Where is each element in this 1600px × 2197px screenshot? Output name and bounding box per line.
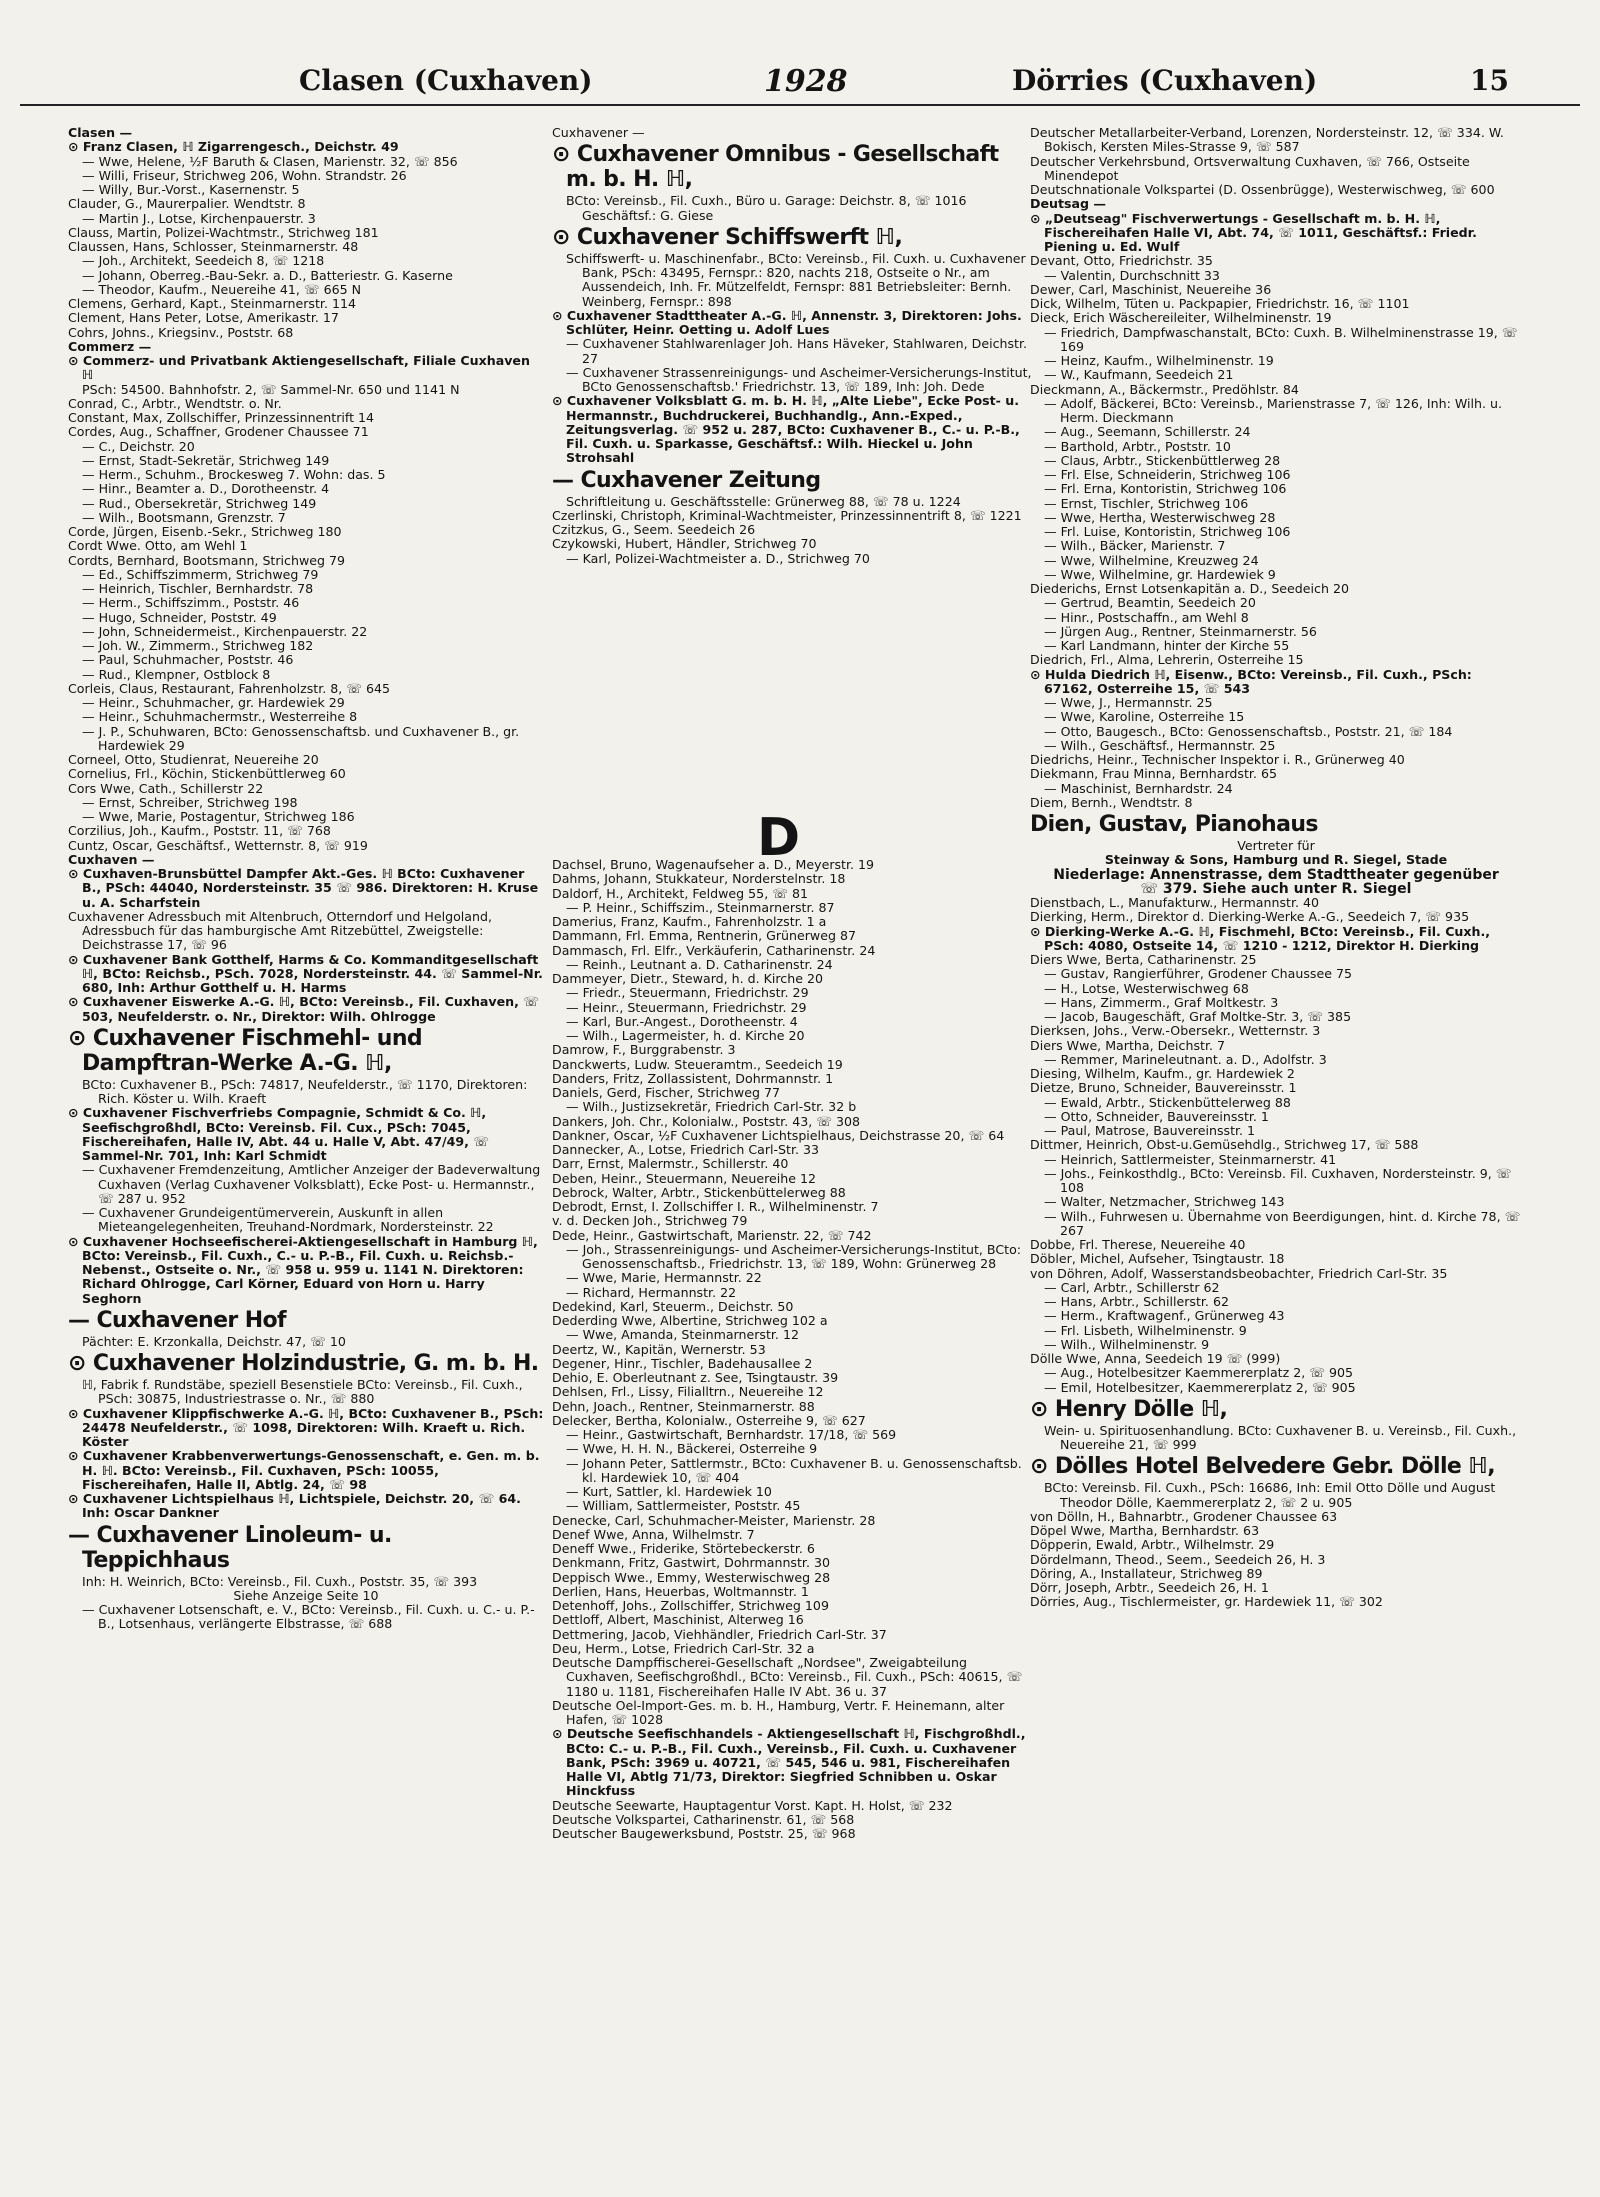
directory-entry: Diekmann, Frau Minna, Bernhardstr. 65 [1030, 766, 1277, 782]
directory-entry: Niederlage: Annenstrasse, dem Stadttheater gegenüber [1053, 866, 1499, 883]
directory-entry: — Cuxhavener Zeitung [552, 467, 821, 493]
directory-entry: Dahms, Johann, Stukkateur, Norderstelnstr. 18 [552, 871, 846, 887]
directory-entry: Constant, Max, Zollschiffer, Prinzessinnentrift 14 [68, 410, 375, 425]
directory-entry: — Cuxhavener Grundeigentümerverein, Auskunft in allen Mieteangelegenheiten, Treuhand-Nordmark, Nordersteinstr. 22 [82, 1205, 494, 1235]
directory-entry: ⊙ Cuxhavener Bank Gotthelf, Harms & Co. Kommanditgesellschaft ℍ, BCto: Reichsb., PSch. 7028, Nordersteinstr. 44. ☏ Sammel-Nr. 680, Inh: Arthur Gotthelf u. H. Harms [68, 951, 543, 995]
directory-entry: Damerius, Franz, Kaufm., Fahrenholzstr. 1 a [552, 914, 827, 929]
directory-entry: Corde, Jürgen, Eisenb.-Sekr., Strichweg 180 [68, 524, 342, 539]
directory-entry: Clasen — [68, 126, 133, 140]
directory-entry: ⊙ „Deutseag" Fischverwertungs - Gesellschaft m. b. H. ℍ, Fischereihafen Halle VI, Abt. 74, ☏ 1011, Geschäftsf.: Friedr. Piening u. Ed. Wulf [1030, 210, 1477, 254]
directory-entry: Dankner, Oscar, ½F Cuxhavener Lichtspielhaus, Deichstrasse 20, ☏ 64 [552, 1127, 1005, 1143]
directory-entry: Deutschnationale Volkspartei (D. Ossenbrügge), Westerwischweg, ☏ 600 [1030, 182, 1495, 197]
directory-entry: Diem, Bernh., Wendtstr. 8 [1030, 794, 1193, 810]
directory-entry: — P. Heinr., Schiffszim., Steinmarnerstr. 87 [566, 899, 835, 915]
directory-entry: Cordt Wwe. Otto, am Wehl 1 [68, 538, 248, 554]
directory-entry: BCto: Vereinsb., Fil. Cuxh., Büro u. Garage: Deichstr. 8, ☏ 1016 Geschäftsf.: G. Giese [566, 193, 967, 223]
directory-entry: — Joh., Strassenreinigungs- und Ascheimer-Versicherungs-Institut, BCto: Genossenschaftsb., Friedrichstr. 13, ☏ 189, Wohn: Grünerweg 28 [566, 1241, 1022, 1271]
directory-entry: — Valentin, Durchschnitt 33 [1044, 267, 1220, 283]
directory-entry: ⊙ Cuxhavener Krabbenverwertungs-Genossenschaft, e. Gen. m. b. H. ℍ. BCto: Vereinsb., Fil. Cuxhaven, PSch: 10055, Fischereihafen, Halle II, Abtlg. 24, ☏ 98 [68, 1448, 540, 1492]
directory-entry: Dobbe, Frl. Therese, Neuereihe 40 [1030, 1237, 1246, 1252]
directory-entry: ⊙ Cuxhavener Schiffswerft ℍ, [552, 224, 903, 250]
directory-entry: — H., Lotse, Westerwischweg 68 [1044, 980, 1249, 996]
directory-entry: — Ernst, Schreiber, Strichweg 198 [82, 794, 298, 810]
directory-entry: — Kurt, Sattler, kl. Hardewiek 10 [566, 1484, 772, 1499]
directory-entry: Döpperin, Ewald, Arbtr., Wilhelmstr. 29 [1030, 1537, 1275, 1553]
directory-entry: — Theodor, Kaufm., Neuereihe 41, ☏ 665 N [82, 281, 362, 297]
directory-entry: — Carl, Arbtr., Schillerstr 62 [1044, 1279, 1220, 1295]
directory-entry: ⊙ Cuxhavener Volksblatt G. m. b. H. ℍ, „Alte Liebe", Ecke Post- u. Hermannstr., Buchdruckerei, Buchhandlg., Ann.-Exped., Zeitungsverlag. ☏ 952 u. 287, BCto: Cuxhavener B., C.- u. P.-B., Fil. Cuxh. u. Sparkasse, Geschäftsf.: Wilh. Hieckel u. John Strohsahl [552, 393, 1020, 466]
directory-entry: Diederichs, Ernst Lotsenkapitän a. D., Seedeich 20 [1030, 581, 1349, 596]
directory-entry: Detenhoff, Johs., Zollschiffer, Strichweg 109 [552, 1598, 829, 1613]
directory-entry: Dettmering, Jacob, Viehhändler, Friedrich Carl-Str. 37 [552, 1626, 887, 1642]
directory-entry: — Ernst, Tischler, Strichweg 106 [1044, 495, 1249, 511]
directory-entry: Darr, Ernst, Malermstr., Schillerstr. 40 [552, 1156, 789, 1172]
directory-entry: ⊙ Cuxhavener Omnibus - Gesellschaft m. b. H. ℍ, [552, 142, 999, 193]
directory-entry: — Wilh., Fuhrwesen u. Übernahme von Beerdigungen, hint. d. Kirche 78, ☏ 267 [1044, 1208, 1521, 1238]
directory-entry: — Wwe, Amanda, Steinmarnerstr. 12 [566, 1327, 799, 1343]
directory-entry: — Richard, Hermannstr. 22 [566, 1284, 737, 1300]
directory-entry: Deutscher Metallarbeiter-Verband, Lorenzen, Nordersteinstr. 12, ☏ 334. W. Bokisch, Kersten Miles-Strasse 9, ☏ 587 [1030, 126, 1504, 155]
directory-entry: Dick, Wilhelm, Tüten u. Packpapier, Friedrichstr. 16, ☏ 1101 [1030, 296, 1410, 311]
directory-entry: ⊙ Cuxhavener Stadttheater A.-G. ℍ, Annenstr. 3, Direktoren: Johs. Schlüter, Heinr. Oetting u. Adolf Lues [552, 307, 1022, 337]
directory-entry: — Karl, Polizei-Wachtmeister a. D., Strichweg 70 [566, 550, 870, 566]
directory-entry: — W., Kaufmann, Seedeich 21 [1044, 367, 1234, 383]
directory-entry: — John, Schneidermeist., Kirchenpauerstr. 22 [82, 623, 368, 639]
directory-entry: Steinway & Sons, Hamburg und R. Siegel, Stade [1104, 852, 1448, 868]
directory-entry: Denecke, Carl, Schuhmacher-Meister, Marienstr. 28 [552, 1512, 876, 1528]
header-right-title: Dörries (Cuxhaven) [1012, 64, 1318, 97]
directory-entry: Deu, Herm., Lotse, Friedrich Carl-Str. 32 a [552, 1640, 815, 1656]
directory-entry: Dördelmann, Theod., Seem., Seedeich 26, H. 3 [1030, 1551, 1326, 1567]
directory-entry: — Otto, Schneider, Bauvereinsstr. 1 [1044, 1108, 1269, 1124]
directory-entry: Clement, Hans Peter, Lotse, Amerikastr. 17 [68, 310, 339, 326]
directory-entry: — Herm., Schuhm., Brockesweg 7. Wohn: das. 5 [82, 467, 386, 482]
directory-entry: Commerz — [68, 338, 152, 354]
directory-entry: Cornelius, Frl., Köchin, Stickenbüttlerweg 60 [68, 766, 346, 782]
directory-entry: — Heinr., Schuhmachermstr., Westerreihe 8 [82, 709, 358, 725]
directory-entry: Dieckmann, A., Bäckermstr., Predöhlstr. 84 [1030, 381, 1299, 397]
directory-entry: — Heinrich, Tischler, Bernhardstr. 78 [82, 581, 314, 596]
directory-entry: — Wwe, H. H. N., Bäckerei, Osterreihe 9 [566, 1441, 818, 1457]
directory-entry: — Johann, Oberreg.-Bau-Sekr. a. D., Batteriestr. G. Kaserne [82, 267, 453, 283]
directory-entry: ⊙ Deutsche Seefischhandels - Aktiengesellschaft ℍ, Fischgroßhdl., BCto: C.- u. P.-B., Fil. Cuxh., Vereinsb., Fil. Cuxh. u. Cuxhavener Bank, PSch: 3969 u. 40721, ☏ 545, 546 u. 981, Fischereihafen Halle VI, Abtlg 71/73, Direktor: Siegfried Schnibben u. Oskar Hinckfuss [552, 1726, 1026, 1799]
directory-entry: — Jürgen Aug., Rentner, Steinmarnerstr. 56 [1044, 623, 1317, 639]
directory-entry: Dien, Gustav, Pianohaus [1030, 812, 1318, 837]
directory-entry: — Hans, Arbtr., Schillerstr. 62 [1044, 1294, 1229, 1309]
directory-entry: Cordts, Bernhard, Bootsmann, Strichweg 79 [68, 552, 346, 568]
directory-entry: Derlien, Hans, Heuerbas, Woltmannstr. 1 [552, 1583, 809, 1599]
directory-entry: Cuxhavener Adressbuch mit Altenbruch, Otterndorf und Helgoland, Adressbuch für das hamburgische Amt Ritzebüttel, Zweigstelle: Deichstrasse 17, ☏ 96 [68, 908, 492, 953]
directory-entry: Deutsche Seewarte, Hauptagentur Vorst. Kapt. H. Holst, ☏ 232 [552, 1797, 953, 1813]
directory-entry: Conrad, C., Arbtr., Wendtstr. o. Nr. [68, 395, 282, 411]
directory-entry: — Johs., Feinkosthdlg., BCto: Vereinsb. Fil. Cuxhaven, Nordersteinstr. 9, ☏ 108 [1044, 1165, 1512, 1195]
directory-entry: ⊙ Hulda Diedrich ℍ, Eisenw., BCto: Vereinsb., Fil. Cuxh., PSch: 67162, Osterreihe 15, ☏ 543 [1030, 666, 1472, 696]
directory-entry: ⊙ Cuxhavener Lichtspielhaus ℍ, Lichtspiele, Deichstr. 20, ☏ 64. Inh: Oscar Dankner [68, 1491, 521, 1521]
directory-entry: Döring, A., Installateur, Strichweg 89 [1030, 1565, 1263, 1581]
directory-entry: Dierking, Herm., Direktor d. Dierking-Werke A.-G., Seedeich 7, ☏ 935 [1030, 909, 1470, 925]
directory-entry: — Heinr., Gastwirtschaft, Bernhardstr. 17/18, ☏ 569 [566, 1427, 897, 1442]
directory-entry: Dieck, Erich Wäschereileiter, Wilhelminenstr. 19 [1030, 310, 1332, 326]
directory-entry: Vertreter für [1237, 838, 1315, 853]
directory-entry: — Hugo, Schneider, Poststr. 49 [82, 609, 277, 625]
directory-entry: — Friedrich, Dampfwaschanstalt, BCto: Cuxh. B. Wilhelminenstrasse 19, ☏ 169 [1044, 324, 1518, 354]
directory-entry: — Cuxhavener Stahlwarenlager Joh. Hans Häveker, Stahlwaren, Deichstr. 27 [566, 336, 1028, 366]
directory-entry: — Hinr., Postschaffn., am Wehl 8 [1044, 609, 1249, 625]
directory-entry: Corleis, Claus, Restaurant, Fahrenholzstr. 8, ☏ 645 [68, 680, 391, 696]
directory-entry: Czitzkus, G., Seem. Seedeich 26 [552, 522, 756, 537]
directory-entry: — Joh. W., Zimmerm., Strichweg 182 [82, 638, 314, 653]
directory-entry: Danders, Fritz, Zollassistent, Dohrmannstr. 1 [552, 1070, 834, 1086]
directory-entry: ⊙ Cuxhavener Klippfischwerke A.-G. ℍ, BCto: Cuxhavener B., PSch: 24478 Neufelderstr., ☏ 1098, Direktoren: Wilh. Kraeft u. Rich. Köster [68, 1405, 544, 1449]
directory-entry: — Emil, Hotelbesitzer, Kaemmererplatz 2, ☏ 905 [1044, 1379, 1356, 1395]
directory-entry: Damrow, F., Burggrabenstr. 3 [552, 1042, 736, 1058]
directory-column-3 [1030, 126, 1522, 2171]
directory-entry: Degener, Hinr., Tischler, Badehausallee 2 [552, 1355, 813, 1371]
directory-entry: Danckwerts, Ludw. Steueramtm., Seedeich 19 [552, 1056, 843, 1072]
directory-entry: Corneel, Otto, Studienrat, Neuereihe 20 [68, 752, 319, 767]
directory-entry: Diers Wwe, Berta, Catharinenstr. 25 [1030, 952, 1257, 967]
directory-entry: Döbler, Michel, Aufseher, Tsingtaustr. 18 [1030, 1251, 1285, 1267]
directory-entry: Cohrs, Johns., Kriegsinv., Poststr. 68 [68, 324, 294, 340]
directory-entry: Dettloff, Albert, Maschinist, Alterweg 16 [552, 1612, 804, 1628]
directory-entry: Cors Wwe, Cath., Schillerstr 22 [68, 780, 264, 796]
directory-entry: Daldorf, H., Architekt, Feldweg 55, ☏ 81 [552, 885, 808, 901]
directory-entry: ⊙ Commerz- und Privatbank Aktiengesellschaft, Filiale Cuxhaven ℍ [68, 353, 530, 383]
directory-entry: — Wwe, Hertha, Westerwischweg 28 [1044, 509, 1276, 525]
directory-entry: ⊙ Cuxhavener Fischmehl- und Dampftran-Werke A.-G. ℍ, [68, 1025, 423, 1076]
directory-entry: Dehn, Joach., Rentner, Steinmarnerstr. 88 [552, 1398, 815, 1414]
directory-entry: — Otto, Baugesch., BCto: Genossenschaftsb., Poststr. 21, ☏ 184 [1044, 723, 1453, 739]
directory-entry: Czykowski, Hubert, Händler, Strichweg 70 [552, 536, 817, 552]
directory-entry: Dörr, Joseph, Arbtr., Seedeich 26, H. 1 [1030, 1580, 1269, 1595]
directory-entry: — Herm., Kraftwagenf., Grünerweg 43 [1044, 1308, 1285, 1324]
directory-column-2-bottom [552, 858, 1032, 2168]
header-left-title: Clasen (Cuxhaven) [299, 64, 593, 97]
directory-entry: ⊙ Henry Dölle ℍ, [1030, 1396, 1228, 1422]
directory-entry: Schriftleitung u. Geschäftsstelle: Grünerweg 88, ☏ 78 u. 1224 [566, 493, 961, 509]
header-year: 1928 [764, 64, 848, 99]
directory-entry: Devant, Otto, Friedrichstr. 35 [1030, 253, 1213, 269]
directory-entry: Pächter: E. Krzonkalla, Deichstr. 47, ☏ 10 [82, 1333, 346, 1349]
directory-entry: Corzilius, Joh., Kaufm., Poststr. 11, ☏ 768 [68, 823, 331, 839]
directory-entry: — Hinr., Beamter a. D., Dorotheenstr. 4 [82, 481, 330, 497]
directory-entry: Cuxhaven — [68, 851, 155, 867]
directory-entry: Debrock, Walter, Arbtr., Stickenbüttelerweg 88 [552, 1184, 846, 1200]
directory-entry: Dede, Heinr., Gastwirtschaft, Marienstr. 22, ☏ 742 [552, 1227, 872, 1243]
directory-entry: Daniels, Gerd, Fischer, Strichweg 77 [552, 1085, 780, 1100]
directory-entry: Delecker, Bertha, Kolonialw., Osterreihe 9, ☏ 627 [552, 1412, 866, 1428]
directory-entry: Dammasch, Frl. Elfr., Verkäuferin, Catharinenstr. 24 [552, 942, 876, 958]
directory-entry: — Rud., Klempner, Ostblock 8 [82, 666, 271, 682]
directory-entry: — J. P., Schuhwaren, BCto: Genossenschaftsb. und Cuxhavener B., gr. Hardewiek 29 [82, 723, 520, 753]
directory-entry: — Wwe, Helene, ½F Baruth & Clasen, Marienstr. 32, ☏ 856 [82, 153, 458, 169]
directory-entry: Deutsche Volkspartei, Catharinenstr. 61, ☏ 568 [552, 1811, 855, 1827]
directory-entry: — Ed., Schiffszimmerm, Strichweg 79 [82, 566, 319, 582]
directory-entry: Dehio, E. Oberleutnant z. See, Tsingtaustr. 39 [552, 1370, 839, 1385]
directory-entry: Dederding Wwe, Albertine, Strichweg 102 a [552, 1313, 828, 1328]
directory-entry: Clemens, Gerhard, Kapt., Steinmarnerstr. 114 [68, 296, 356, 311]
directory-entry: Deneff Wwe., Friderike, Störtebeckerstr. 6 [552, 1541, 815, 1556]
directory-entry: Deutsche Oel-Import-Ges. m. b. H., Hamburg, Vertr. F. Heinemann, alter Hafen, ☏ 1028 [552, 1697, 1005, 1727]
directory-entry: — Ewald, Arbtr., Stickenbüttelerweg 88 [1044, 1094, 1291, 1110]
directory-entry: — Wwe, Marie, Postagentur, Strichweg 186 [82, 809, 355, 824]
directory-entry: — Aug., Hotelbesitzer Kaemmererplatz 2, ☏ 905 [1044, 1365, 1354, 1381]
directory-entry: ⊙ Franz Clasen, ℍ Zigarrengesch., Deichstr. 49 [68, 139, 399, 155]
directory-entry: — Wilh., Bäcker, Marienstr. 7 [1044, 538, 1226, 554]
directory-entry: Clauss, Martin, Polizei-Wachtmstr., Strichweg 181 [68, 224, 379, 240]
directory-entry: — Heinr., Schuhmacher, gr. Hardewiek 29 [82, 695, 345, 710]
directory-entry: — Barthold, Arbtr., Poststr. 10 [1044, 438, 1231, 454]
directory-entry: — William, Sattlermeister, Poststr. 45 [566, 1498, 801, 1514]
directory-entry: v. d. Decken Joh., Strichweg 79 [552, 1213, 748, 1229]
directory-entry: ☏ 379. Siehe auch unter R. Siegel [1140, 880, 1412, 897]
directory-entry: ⊙ Dierking-Werke A.-G. ℍ, Fischmehl, BCto: Vereinsb., Fil. Cuxh., PSch: 4080, Ostseite 14, ☏ 1210 - 1212, Direktor H. Dierking [1030, 923, 1491, 953]
directory-entry: — Wwe, Karoline, Osterreihe 15 [1044, 709, 1245, 725]
directory-entry: ⊙ Cuxhavener Fischverfriebs Compagnie, Schmidt & Co. ℍ, Seefischgroßhdl, BCto: Vereinsb. Fil. Cux., PSch: 7045, Fischereihafen, Halle IV, Abt. 44 u. Halle V, Abt. 47/49, ☏ Sammel-Nr. 701, Inh: Karl Schmidt [68, 1105, 490, 1163]
directory-entry: Cuntz, Oscar, Geschäftsf., Wetternstr. 8, ☏ 919 [68, 837, 368, 853]
directory-entry: Inh: H. Weinrich, BCto: Vereinsb., Fil. Cuxh., Poststr. 35, ☏ 393 [82, 1573, 478, 1589]
directory-entry: — Wilh., Justizsekretär, Friedrich Carl-Str. 32 b [566, 1099, 857, 1115]
directory-entry: — Wwe, Wilhelmine, Kreuzweg 24 [1044, 552, 1259, 568]
directory-entry: Diedrich, Frl., Alma, Lehrerin, Osterreihe 15 [1030, 652, 1304, 668]
directory-column-1 [68, 126, 544, 2171]
directory-entry: Dittmer, Heinrich, Obst-u.Gemüsehdlg., Strichweg 17, ☏ 588 [1030, 1137, 1419, 1153]
directory-entry: — Cuxhavener Strassenreinigungs- und Ascheimer-Versicherungs-Institut, BCto Genossenschaftsb.' Friedrichstr. 13, ☏ 189, Inh: Joh. Dede [566, 364, 1032, 394]
directory-entry: ⊙ Cuxhavener Holzindustrie, G. m. b. H. [68, 1351, 539, 1376]
directory-entry: Dachsel, Bruno, Wagenaufseher a. D., Meyerstr. 19 [552, 858, 875, 872]
directory-entry: Wein- u. Spirituosenhandlung. BCto: Cuxhavener B. u. Vereinsb., Fil. Cuxh., Neuereihe 21, ☏ 999 [1044, 1422, 1517, 1452]
directory-entry: Dedekind, Karl, Steuerm., Deichstr. 50 [552, 1298, 794, 1314]
directory-entry: Dienstbach, L., Manufakturw., Hermannstr. 40 [1030, 895, 1319, 910]
directory-entry: — Willy, Bur.-Vorst., Kasernenstr. 5 [82, 182, 300, 197]
directory-entry: — Johann Peter, Sattlermstr., BCto: Cuxhavener B. u. Genossenschaftsb. kl. Hardewiek 10, ☏ 404 [566, 1455, 1022, 1485]
directory-entry: — Walter, Netzmacher, Strichweg 143 [1044, 1194, 1285, 1210]
directory-entry: — Remmer, Marineleutnant. a. D., Adolfstr. 3 [1044, 1051, 1327, 1067]
directory-entry: — Paul, Schuhmacher, Poststr. 46 [82, 652, 294, 668]
directory-entry: — Cuxhavener Lotsenschaft, e. V., BCto: Vereinsb., Fil. Cuxh. u. C.- u. P.-B., Lotsenhaus, verlängerte Elbstrasse, ☏ 688 [82, 1602, 535, 1632]
directory-entry: — Wilh., Geschäftsf., Hermannstr. 25 [1044, 737, 1276, 753]
directory-entry: — Heinz, Kaufm., Wilhelminenstr. 19 [1044, 353, 1274, 368]
directory-entry: — Wilh., Wilhelminenstr. 9 [1044, 1336, 1210, 1352]
directory-entry: Czerlinski, Christoph, Kriminal-Wachtmeister, Prinzessinnentrift 8, ☏ 1221 [552, 507, 1022, 523]
directory-entry: Debrodt, Ernst, I. Zollschiffer I. R., Wilhelminenstr. 7 [552, 1199, 879, 1214]
directory-entry: von Dölln, H., Bahnarbtr., Grodener Chaussee 63 [1030, 1508, 1338, 1524]
directory-entry: — Wwe, Wilhelmine, gr. Hardewiek 9 [1044, 566, 1276, 582]
directory-entry: — Wwe, Marie, Hermannstr. 22 [566, 1270, 762, 1286]
directory-entry: — Martin J., Lotse, Kirchenpauerstr. 3 [82, 210, 316, 226]
directory-entry: Diedrichs, Heinr., Technischer Inspektor i. R., Grünerweg 40 [1030, 752, 1405, 767]
directory-entry: Dörries, Aug., Tischlermeister, gr. Hardewiek 11, ☏ 302 [1030, 1594, 1383, 1610]
directory-entry: Deppisch Wwe., Emmy, Westerwischweg 28 [552, 1569, 831, 1585]
directory-entry: — Cuxhavener Hof [68, 1307, 287, 1333]
directory-entry: — Herm., Schiffszimm., Poststr. 46 [82, 595, 300, 611]
directory-entry: — Willi, Friseur, Strichweg 206, Wohn. Strandstr. 26 [82, 167, 407, 183]
directory-entry: Clauder, G., Maurerpalier. Wendtstr. 8 [68, 196, 306, 212]
directory-entry: von Döhren, Adolf, Wasserstandsbeobachter, Friedrich Carl-Str. 35 [1030, 1265, 1448, 1281]
directory-entry: Deertz, W., Kapitän, Wernerstr. 53 [552, 1341, 766, 1357]
directory-entry: Cuxhavener — [552, 126, 645, 140]
directory-entry: — Heinrich, Sattlermeister, Steinmarnerstr. 41 [1044, 1151, 1337, 1167]
directory-entry: Döpel Wwe, Martha, Bernhardstr. 63 [1030, 1523, 1260, 1538]
directory-entry: — Claus, Arbtr., Stickenbüttlerweg 28 [1044, 452, 1281, 468]
directory-entry: — Hans, Zimmerm., Graf Moltkestr. 3 [1044, 994, 1279, 1010]
directory-entry: Claussen, Hans, Schlosser, Steinmarnerstr. 48 [68, 239, 359, 254]
section-letter-heading: D [757, 808, 801, 868]
directory-entry: — Frl. Else, Schneiderin, Strichweg 106 [1044, 467, 1291, 482]
directory-entry: — Gertrud, Beamtin, Seedeich 20 [1044, 595, 1256, 611]
directory-entry: — Paul, Matrose, Bauvereinsstr. 1 [1044, 1123, 1256, 1138]
directory-entry: ℍ, Fabrik f. Rundstäbe, speziell Besenstiele BCto: Vereinsb., Fil. Cuxh., PSch: 30875, Industriestrasse o. Nr., ☏ 880 [82, 1377, 523, 1407]
directory-entry: Dannecker, A., Lotse, Friedrich Carl-Str. 33 [552, 1142, 820, 1157]
directory-entry: — Joh., Architekt, Seedeich 8, ☏ 1218 [82, 253, 325, 269]
directory-entry: — Friedr., Steuermann, Friedrichstr. 29 [566, 985, 809, 1001]
directory-entry: — Aug., Seemann, Schillerstr. 24 [1044, 424, 1251, 440]
directory-entry: — Cuxhavener Linoleum- u. Teppichhaus [68, 1522, 392, 1573]
directory-entry: Denef Wwe, Anna, Wilhelmstr. 7 [552, 1526, 755, 1542]
directory-entry: Siehe Anzeige Seite 10 [233, 1587, 379, 1603]
directory-entry: Dammann, Frl. Emma, Rentnerin, Grünerweg 87 [552, 928, 857, 944]
directory-entry: — Ernst, Stadt-Sekretär, Strichweg 149 [82, 452, 330, 468]
directory-entry: Deutsche Dampffischerei-Gesellschaft „Nordsee", Zweigabteilung Cuxhaven, Seefischgroßhdl., BCto: Vereinsb., Fil. Cuxh., PSch: 40615, ☏ 1180 u. 1181, Fischereihafen Halle IV Abt. 36 u. 37 [552, 1655, 1023, 1699]
directory-entry: Deutscher Baugewerksbund, Poststr. 25, ☏ 968 [552, 1826, 856, 1841]
directory-entry: Diesing, Wilhelm, Kaufm., gr. Hardewiek 2 [1030, 1066, 1295, 1081]
directory-entry: Dierksen, Johs., Verw.-Obersekr., Wetternstr. 3 [1030, 1023, 1321, 1039]
directory-entry: Schiffswerft- u. Maschinenfabr., BCto: Vereinsb., Fil. Cuxh. u. Cuxhavener Bank, PSch: 43495, Fernspr.: 820, nachts 218, Ostseite o Nr., am Aussendeich, Inh. Fr. Mützelfeldt, Fernspr: 881 Betriebsleiter: Bernh. Weinberg, Fernspr.: 898 [566, 250, 1026, 309]
directory-entry: — Heinr., Steuermann, Friedrichstr. 29 [566, 999, 807, 1015]
directory-entry: ⊙ Dölles Hotel Belvedere Gebr. Dölle ℍ, [1030, 1454, 1495, 1480]
directory-entry: Deutscher Verkehrsbund, Ortsverwaltung Cuxhaven, ☏ 766, Ostseite Minendepot [1030, 153, 1470, 183]
directory-entry: — Frl. Luise, Kontoristin, Strichweg 106 [1044, 524, 1291, 539]
directory-entry: Denkmann, Fritz, Gastwirt, Dohrmannstr. 30 [552, 1555, 830, 1571]
directory-entry: — Frl. Lisbeth, Wilhelminenstr. 9 [1044, 1322, 1247, 1338]
directory-entry: — Jacob, Baugeschäft, Graf Moltke-Str. 3, ☏ 385 [1044, 1009, 1352, 1024]
directory-entry: Dehlsen, Frl., Lissy, Filialltrn., Neuereihe 12 [552, 1384, 824, 1400]
directory-entry: ⊙ Cuxhavener Hochseefischerei-Aktiengesellschaft in Hamburg ℍ, BCto: Vereinsb., Fil. Cuxh., C.- u. P.-B., Fil. Cuxh. u. Reichsb.-Nebenst., Ostseite o. Nr., ☏ 958 u. 959 u. 1141 N. Direktoren: Richard Ohlrogge, Carl Körner, Eduard von Horn u. Harry Seghorn [68, 1233, 538, 1306]
directory-entry: Deutsag — [1030, 196, 1106, 212]
directory-entry: BCto: Cuxhavener B., PSch: 74817, Neufelderstr., ☏ 1170, Direktoren: Rich. Köster u. Wilh. Kraeft [82, 1076, 528, 1106]
directory-entry: Dankers, Joh. Chr., Kolonialw., Poststr. 43, ☏ 308 [552, 1113, 861, 1129]
directory-entry: — Karl, Bur.-Angest., Dorotheenstr. 4 [566, 1013, 798, 1029]
directory-entry: — Wwe, J., Hermannstr. 25 [1044, 695, 1213, 710]
directory-entry: — C., Deichstr. 20 [82, 438, 195, 454]
directory-entry: ⊙ Cuxhavener Eiswerke A.-G. ℍ, BCto: Vereinsb., Fil. Cuxhaven, ☏ 503, Neufelderstr. o. Nr., Direktor: Wilh. Ohlrogge [68, 994, 540, 1024]
directory-entry: PSch: 54500. Bahnhofstr. 2, ☏ Sammel-Nr. 650 und 1141 N [82, 381, 460, 397]
directory-entry: Diers Wwe, Martha, Deichstr. 7 [1030, 1037, 1225, 1053]
directory-entry: — Reinh., Leutnant a. D. Catharinenstr. 24 [566, 956, 833, 972]
directory-entry: Dammeyer, Dietr., Steward, h. d. Kirche 20 [552, 971, 823, 986]
directory-entry: — Wilh., Bootsmann, Grenzstr. 7 [82, 509, 286, 525]
directory-entry: — Cuxhavener Fremdenzeitung, Amtlicher Anzeiger der Badeverwaltung Cuxhaven (Verlag Cuxhavener Volksblatt), Ecke Post- u. Hermannstr., ☏ 287 u. 952 [82, 1162, 541, 1206]
page-header [20, 62, 1580, 106]
directory-entry: ⊙ Cuxhaven-Brunsbüttel Dampfer Akt.-Ges. ℍ BCto: Cuxhavener B., PSch: 44040, Nordersteinstr. 35 ☏ 986. Direktoren: H. Kruse u. A. Scharfstein [68, 866, 539, 910]
page-number: 15 [1470, 64, 1509, 97]
directory-entry: — Frl. Erna, Kontoristin, Strichweg 106 [1044, 481, 1287, 497]
directory-entry: — Rud., Obersekretär, Strichweg 149 [82, 495, 317, 511]
directory-entry: BCto: Vereinsb. Fil. Cuxh., PSch: 16686, Inh: Emil Otto Dölle und August Theodor Dölle, Kaemmererplatz 2, ☏ 2 u. 905 [1044, 1480, 1496, 1510]
directory-entry: — Karl Landmann, hinter der Kirche 55 [1044, 638, 1290, 653]
directory-entry: — Adolf, Bäckerei, BCto: Vereinsb., Marienstrasse 7, ☏ 126, Inh: Wilh. u. Herm. Dieckmann [1044, 395, 1502, 425]
directory-entry: Dölle Wwe, Anna, Seedeich 19 ☏ (999) [1030, 1351, 1281, 1366]
directory-entry: Dewer, Carl, Maschinist, Neuereihe 36 [1030, 281, 1272, 297]
directory-entry: — Wilh., Lagermeister, h. d. Kirche 20 [566, 1028, 805, 1043]
directory-entry: Dietze, Bruno, Schneider, Bauvereinsstr. 1 [1030, 1080, 1297, 1096]
directory-entry: — Maschinist, Bernhardstr. 24 [1044, 780, 1233, 796]
directory-entry: Cordes, Aug., Schaffner, Grodener Chaussee 71 [68, 424, 369, 440]
directory-entry: — Gustav, Rangierführer, Grodener Chaussee 75 [1044, 966, 1352, 982]
directory-entry: Deben, Heinr., Steuermann, Neuereihe 12 [552, 1170, 817, 1186]
